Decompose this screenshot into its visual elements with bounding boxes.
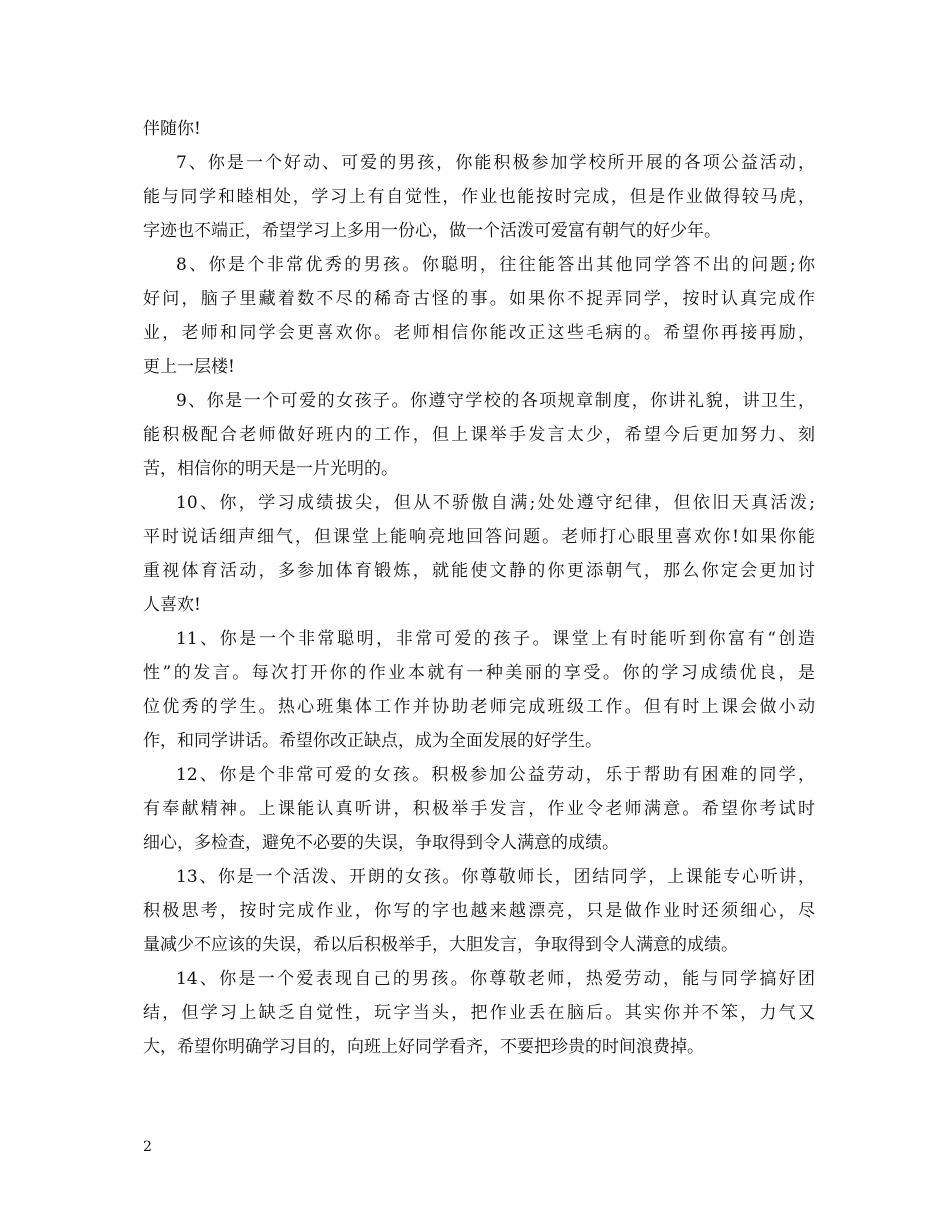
paragraph-comment-13 (143, 860, 815, 962)
paragraph-line: 13、你是一个活泼、开朗的女孩。你尊敬师长，团结同学，上课能专心听讲， (176, 867, 815, 887)
paragraph-line: 有奉献精神。上课能认真听讲，积极举手发言，作业令老师满意。希望你考试时 (143, 799, 815, 819)
paragraph-comment-12 (143, 758, 815, 860)
paragraph-line: 字迹也不端正，希望学习上多用一份心，做一个活泼可爱富有朝气的好少年。 (143, 221, 721, 241)
paragraph-line: 能积极配合老师做好班内的工作，但上课举手发言太少，希望今后更加努力、刻 (143, 425, 815, 445)
paragraph-line: 伴随你! (143, 119, 201, 139)
paragraph-line: 好问，脑子里藏着数不尽的稀奇古怪的事。如果你不捉弄同学，按时认真完成作 (143, 289, 815, 309)
paragraph-line: 人喜欢! (143, 595, 201, 615)
paragraph-comment-14 (143, 962, 815, 1064)
paragraph-comment-8 (143, 248, 815, 384)
paragraph-line: 业，老师和同学会更喜欢你。老师相信你能改正这些毛病的。希望你再接再励， (143, 323, 815, 343)
paragraph-line: 7、你是一个好动、可爱的男孩，你能积极参加学校所开展的各项公益活动， (176, 153, 815, 173)
paragraph-line: 大，希望你明确学习目的，向班上好同学看齐，不要把珍贵的时间浪费掉。 (143, 1037, 704, 1057)
paragraph-line: 平时说话细声细气，但课堂上能响亮地回答问题。老师打心眼里喜欢你!如果你能 (143, 527, 815, 547)
paragraph-line: 重视体育活动，多参加体育锻炼，就能使文静的你更添朝气，那么你定会更加讨 (143, 561, 815, 581)
paragraph-line: 作，和同学讲话。希望你改正缺点，成为全面发展的好学生。 (143, 731, 602, 751)
paragraph-line: 12、你是个非常可爱的女孩。积极参加公益劳动，乐于帮助有困难的同学， (176, 765, 815, 785)
page-number: 2 (143, 1139, 152, 1155)
paragraph-line: 苦，相信你的明天是一片光明的。 (143, 459, 398, 479)
paragraph-comment-9 (143, 384, 815, 486)
paragraph-line: 9、你是一个可爱的女孩子。你遵守学校的各项规章制度，你讲礼貌，讲卫生， (176, 391, 815, 411)
paragraph-line: 积极思考，按时完成作业，你写的字也越来越漂亮，只是做作业时还须细心，尽 (143, 901, 815, 921)
paragraph-line: 10、你，学习成绩拔尖，但从不骄傲自满;处处遵守纪律，但依旧天真活泼; (176, 493, 815, 513)
paragraph-line: 性”的发言。每次打开你的作业本就有一种美丽的享受。你的学习成绩优良，是 (143, 663, 815, 683)
paragraph-comment-11 (143, 622, 815, 758)
paragraph-line: 结，但学习上缺乏自觉性，玩字当头，把作业丢在脑后。其实你并不笨，力气又 (143, 1003, 815, 1023)
paragraph-line: 细心，多检查，避免不必要的失误，争取得到令人满意的成绩。 (143, 833, 619, 853)
paragraph-line: 位优秀的学生。热心班集体工作并协助老师完成班级工作。但有时上课会做小动 (143, 697, 815, 717)
document-body (143, 112, 815, 1064)
paragraph-comment-10 (143, 486, 815, 622)
paragraph-line: 能与同学和睦相处，学习上有自觉性，作业也能按时完成，但是作业做得较马虎， (143, 187, 815, 207)
paragraph-continuation (143, 112, 815, 146)
paragraph-line: 量减少不应该的失误，希以后积极举手，大胆发言，争取得到令人满意的成绩。 (143, 935, 738, 955)
paragraph-line: 11、你是一个非常聪明，非常可爱的孩子。课堂上有时能听到你富有“创造 (176, 629, 815, 649)
paragraph-line: 8、你是个非常优秀的男孩。你聪明，往往能答出其他同学答不出的问题;你 (176, 255, 815, 275)
paragraph-comment-7 (143, 146, 815, 248)
paragraph-line: 14、你是一个爱表现自己的男孩。你尊敬老师，热爱劳动，能与同学搞好团 (176, 969, 815, 989)
paragraph-line: 更上一层楼! (143, 357, 235, 377)
